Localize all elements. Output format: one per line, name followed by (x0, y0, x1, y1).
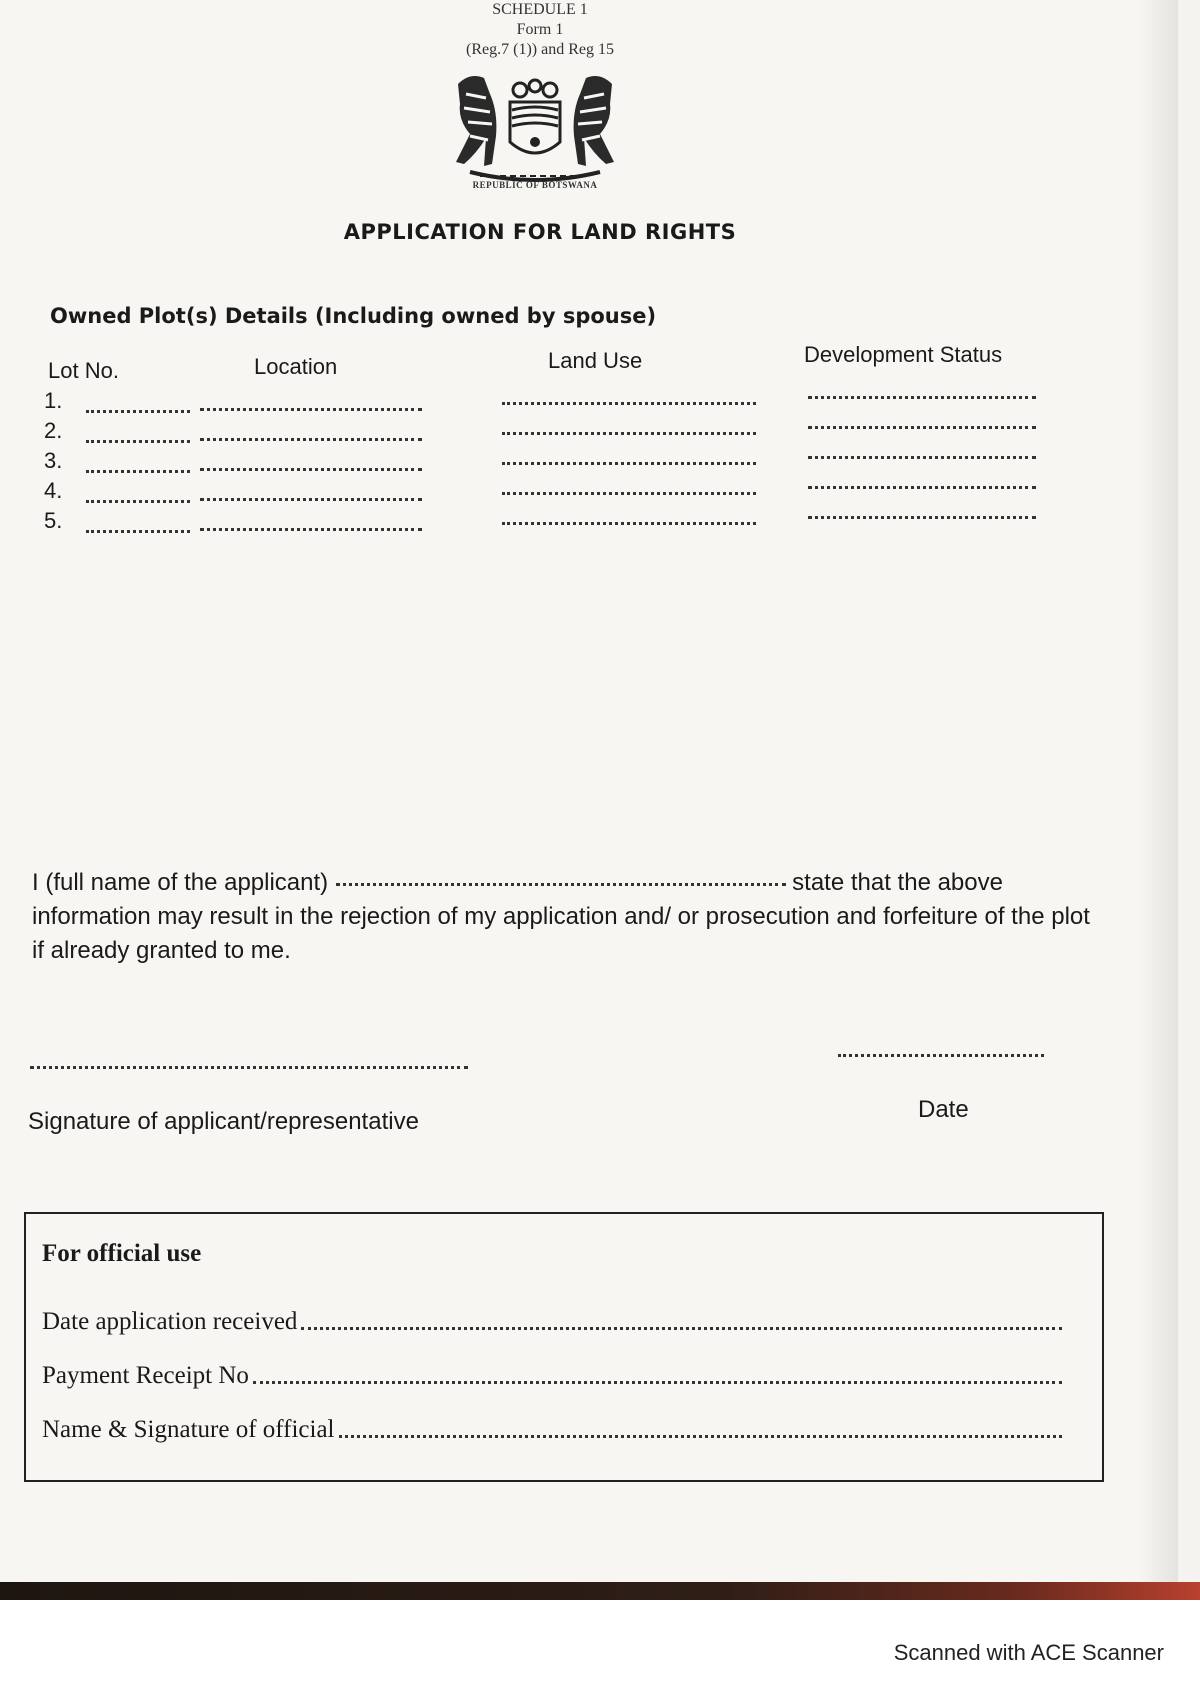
lot-field[interactable] (86, 470, 190, 473)
declaration-prefix: I (full name of the applicant) (32, 869, 329, 896)
lot-field[interactable] (86, 440, 190, 443)
page-title: APPLICATION FOR LAND RIGHTS (343, 220, 737, 244)
official-use-title: For official use (42, 1240, 202, 1267)
republic-caption: REPUBLIC OF BOTSWANA (472, 180, 598, 190)
official-name-label: Name & Signature of official (42, 1416, 335, 1443)
signature-label: Signature of applicant/representative (28, 1108, 419, 1135)
location-field[interactable] (200, 498, 422, 501)
development-status-field[interactable] (808, 426, 1036, 429)
plot-row (44, 388, 1044, 416)
plot-row (44, 478, 1044, 506)
column-header-land-use: Land Use (548, 348, 643, 373)
development-status-field[interactable] (808, 456, 1036, 459)
date-field[interactable] (838, 1054, 1044, 1057)
receipt-no-label: Payment Receipt No (42, 1362, 249, 1389)
official-name-field[interactable] (339, 1435, 1062, 1438)
lot-number: 5. (44, 508, 63, 533)
land-use-field[interactable] (502, 432, 756, 435)
lot-number: 3. (44, 448, 63, 473)
development-status-field[interactable] (808, 516, 1036, 519)
lot-number: 4. (44, 478, 63, 503)
location-field[interactable] (200, 528, 422, 531)
column-header-lot-no: Lot No. (48, 358, 119, 383)
regulation-label: (Reg.7 (1)) and Reg 15 (466, 41, 614, 58)
signature-field[interactable] (30, 1066, 468, 1069)
official-use-box (24, 1212, 1104, 1482)
lot-number: 2. (44, 418, 63, 443)
date-received-label: Date application received (42, 1308, 298, 1335)
receipt-no-row (42, 1362, 1062, 1390)
location-field[interactable] (200, 438, 422, 441)
plot-row (44, 448, 1044, 476)
lot-field[interactable] (86, 530, 190, 533)
applicant-name-field[interactable] (336, 883, 786, 886)
land-use-field[interactable] (502, 402, 756, 405)
form-label: Form 1 (516, 21, 564, 38)
date-received-field[interactable] (301, 1327, 1062, 1330)
receipt-no-field[interactable] (253, 1381, 1062, 1384)
column-header-development-status: Development Status (804, 342, 1003, 367)
official-name-row (42, 1416, 1062, 1444)
development-status-field[interactable] (808, 396, 1036, 399)
coat-of-arms-icon (440, 64, 630, 194)
plot-row (44, 508, 1044, 536)
column-header-location: Location (254, 354, 338, 379)
declaration-suffix: state that the above information may result in the rejection of my application and/ or prosecution and forfeiture of the plot if already granted to me. (32, 869, 1090, 964)
page-edge-shadow (1138, 0, 1178, 1596)
date-received-row (42, 1308, 1062, 1336)
scanner-watermark: Scanned with ACE Scanner (893, 1640, 1164, 1665)
plots-section-title: Owned Plot(s) Details (Including owned by spouse) (50, 304, 657, 328)
schedule-label: SCHEDULE 1 (492, 1, 588, 18)
lot-field[interactable] (86, 500, 190, 503)
land-use-field[interactable] (502, 462, 756, 465)
form-header (420, 0, 660, 60)
lot-field[interactable] (86, 410, 190, 413)
plot-row (44, 418, 1044, 446)
land-use-field[interactable] (502, 492, 756, 495)
location-field[interactable] (200, 408, 422, 411)
land-use-field[interactable] (502, 522, 756, 525)
development-status-field[interactable] (808, 486, 1036, 489)
location-field[interactable] (200, 468, 422, 471)
lot-number: 1. (44, 388, 63, 413)
page-bottom-edge (0, 1582, 1200, 1600)
date-label: Date (918, 1096, 969, 1123)
declaration-paragraph (32, 866, 1092, 968)
